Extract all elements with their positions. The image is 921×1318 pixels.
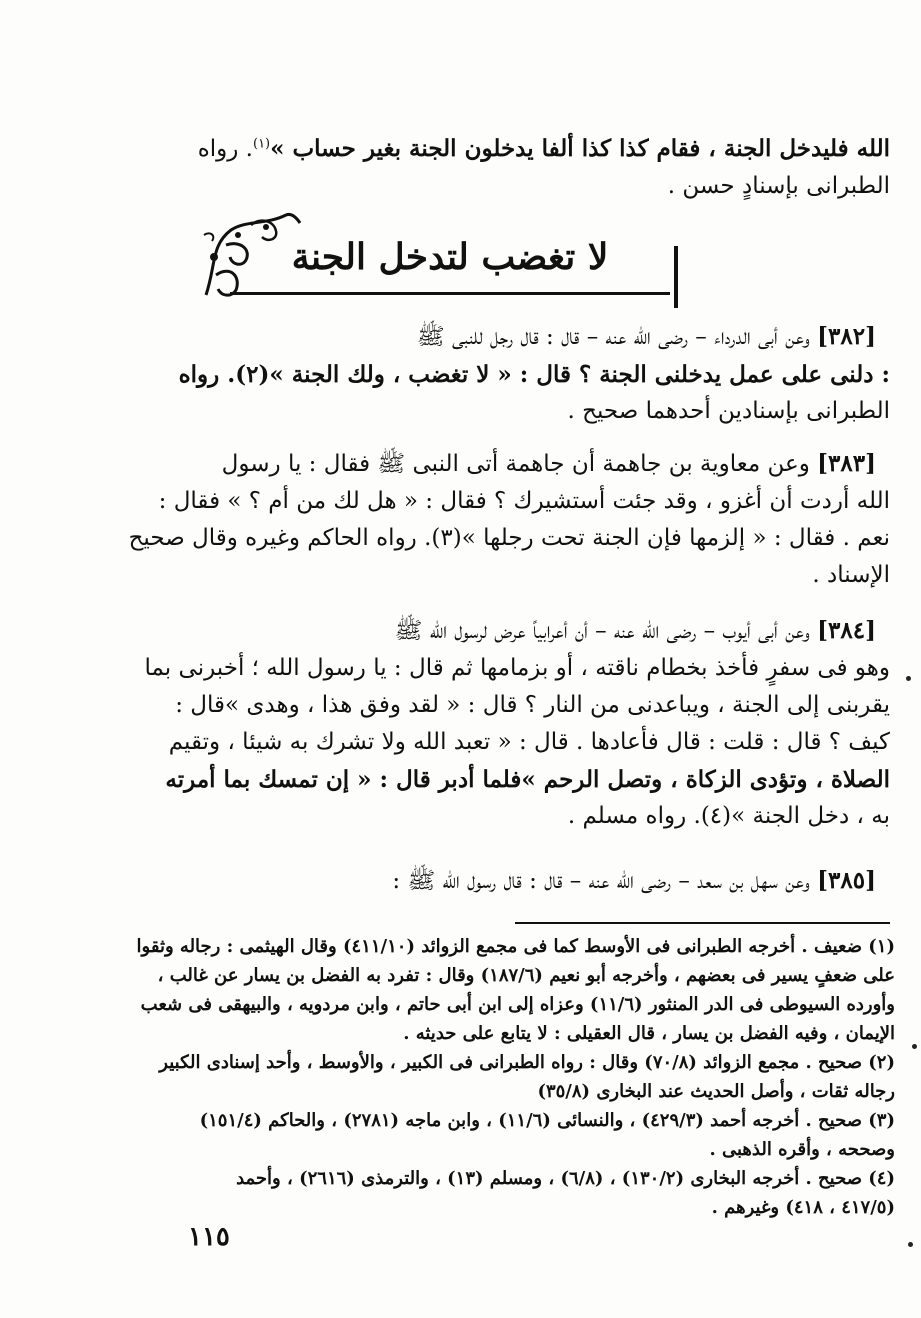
- hadith-number: [٣٨٤]: [817, 617, 876, 644]
- hadith-384-line-5: الصلاة ، وتؤدى الزكاة ، وتصل الرحم »فلما أدبر قال : « إن تمسك بما أمرته: [165, 766, 890, 793]
- footnote-separator: [515, 922, 890, 924]
- hadith-383-line-2: الله أردت أن أغزو ، وقد جئت أستشيرك ؟ فقال : « هل لك من أم ؟ » فقال :: [158, 488, 890, 514]
- hadith-384-line-6: به ، دخل الجنة »(٤). رواه مسلم .: [567, 803, 890, 829]
- hadith-382: [160, 318, 890, 430]
- hadith-text: وعن معاوية بن جاهمة أن جاهمة أتى النبى ﷺ فقال : يا رسول: [221, 451, 810, 477]
- hadith-385: [160, 862, 890, 900]
- hadith-384-line-1: [160, 612, 890, 650]
- hadith-383: [128, 445, 890, 594]
- footnote-line: رجاله ثقات ، وأصل الحديث عند البخارى (٣٥/٨): [537, 1081, 895, 1102]
- scan-speck: [912, 1044, 917, 1049]
- footnote-line: (٤١٧/٥ ، ٤١٨) وغيرهم .: [711, 1197, 895, 1218]
- hadith-382-line-3: الطبرانى بإسنادين أحدهما صحيح .: [567, 398, 890, 424]
- heading-frame-right-rule: [674, 246, 678, 308]
- hadith-384-line-3: يقربنى إلى الجنة ، ويباعدنى من النار ؟ قال : « لقد وفق هذا ، وهدى »قال :: [175, 692, 890, 718]
- intro-line-1: [160, 130, 890, 168]
- footnote-line: الإيمان ، وفيه الفضل بن يسار ، قال العقيلى : لا يتابع على حديثه .: [403, 1023, 895, 1044]
- footnote-line: وصححه ، وأقره الذهبى .: [709, 1139, 895, 1160]
- hadith-text: وعن سهل بن سعد – رضى الله عنه – قال : قال رسول الله ﷺ :: [392, 868, 810, 894]
- hadith-383-line-4: الإسناد .: [812, 562, 890, 588]
- intro-line-1-text: الله فليدخل الجنة ، فقام كذا كذا ألفا يدخلون الجنة بغير حساب »: [270, 135, 890, 162]
- section-heading: لا تغضب لتدخل الجنة: [291, 236, 609, 278]
- hadith-text: وعن أبى أيوب – رضى الله عنه – أن أعرابياً عرض لرسول الله ﷺ: [394, 618, 810, 644]
- hadith-382-line-1: [160, 318, 890, 356]
- hadith-384: [144, 612, 890, 835]
- intro-paragraph: [160, 130, 890, 205]
- footnote-line: (٤) صحيح . أخرجه البخارى (١٣٠/٢) ، (٦/٨) ، ومسلم (١٣) ، والترمذى (٢٦١٦) ، وأحمد: [236, 1168, 895, 1189]
- footnote-line: (١) ضعيف . أخرجه الطبرانى فى الأوسط كما فى مجمع الزوائد (٤١١/١٠) وقال الهيثمى : رجاله وثقوا: [136, 936, 895, 957]
- hadith-number: [٣٨٢]: [817, 323, 876, 350]
- intro-line-1-tail: . رواه: [197, 136, 253, 162]
- intro-line-2: الطبرانى بإسنادٍ حسن .: [667, 173, 890, 199]
- hadith-383-line-1: [160, 445, 890, 483]
- footnote-line: على ضعفٍ يسير فى بعضهم ، وأخرجه أبو نعيم (١٨٧/٦) وقال : تفرد به الفضل بن يسار عن غالب ،: [157, 965, 895, 986]
- footnote-ref-1[interactable]: (١): [252, 136, 271, 152]
- page-number: ١١٥: [188, 1222, 230, 1252]
- hadith-number: [٣٨٣]: [817, 450, 876, 477]
- footnotes: [136, 932, 895, 1222]
- footnote-line: وأورده السيوطى فى الدر المنثور (١١/٦) وعزاه إلى ابن أبى حاتم ، وابن مردويه ، والبيهقى فى شعب: [140, 994, 895, 1015]
- hadith-text: وعن أبى الدرداء – رضى الله عنه – قال : قال رجل للنبى ﷺ: [416, 324, 810, 350]
- scan-speck: [908, 1242, 913, 1247]
- section-heading-frame: [230, 222, 670, 295]
- hadith-number: [٣٨٥]: [817, 867, 876, 894]
- scan-speck: [906, 676, 911, 681]
- hadith-384-line-2: وهو فى سفرٍ فأخذ بخطام ناقته ، أو بزمامها ثم قال : يا رسول الله ؛ أخبرنى بما: [144, 655, 890, 681]
- hadith-385-line-1: [160, 862, 890, 900]
- hadith-384-line-4: كيف ؟ قال : قلت : قال فأعادها . قال : « تعبد الله ولا تشرك به شيئا ، وتقيم: [168, 729, 890, 755]
- footnote-line: (٣) صحيح . أخرجه أحمد (٤٢٩/٣) ، والنسائى (١١/٦) ، وابن ماجه (٢٧٨١) ، والحاكم (١٥١/٤): [199, 1110, 895, 1131]
- hadith-382-line-2: : دلنى على عمل يدخلنى الجنة ؟ قال : « لا تغضب ، ولك الجنة »(٢). رواه: [178, 361, 890, 388]
- hadith-383-line-3: نعم . فقال : « إلزمها فإن الجنة تحت رجلها »(٣). رواه الحاكم وغيره وقال صحيح: [128, 525, 890, 551]
- footnote-line: (٢) صحيح . مجمع الزوائد (٧٠/٨) وقال : رواه الطبرانى فى الكبير ، والأوسط ، وأحد إسنادى الكبير: [159, 1052, 895, 1073]
